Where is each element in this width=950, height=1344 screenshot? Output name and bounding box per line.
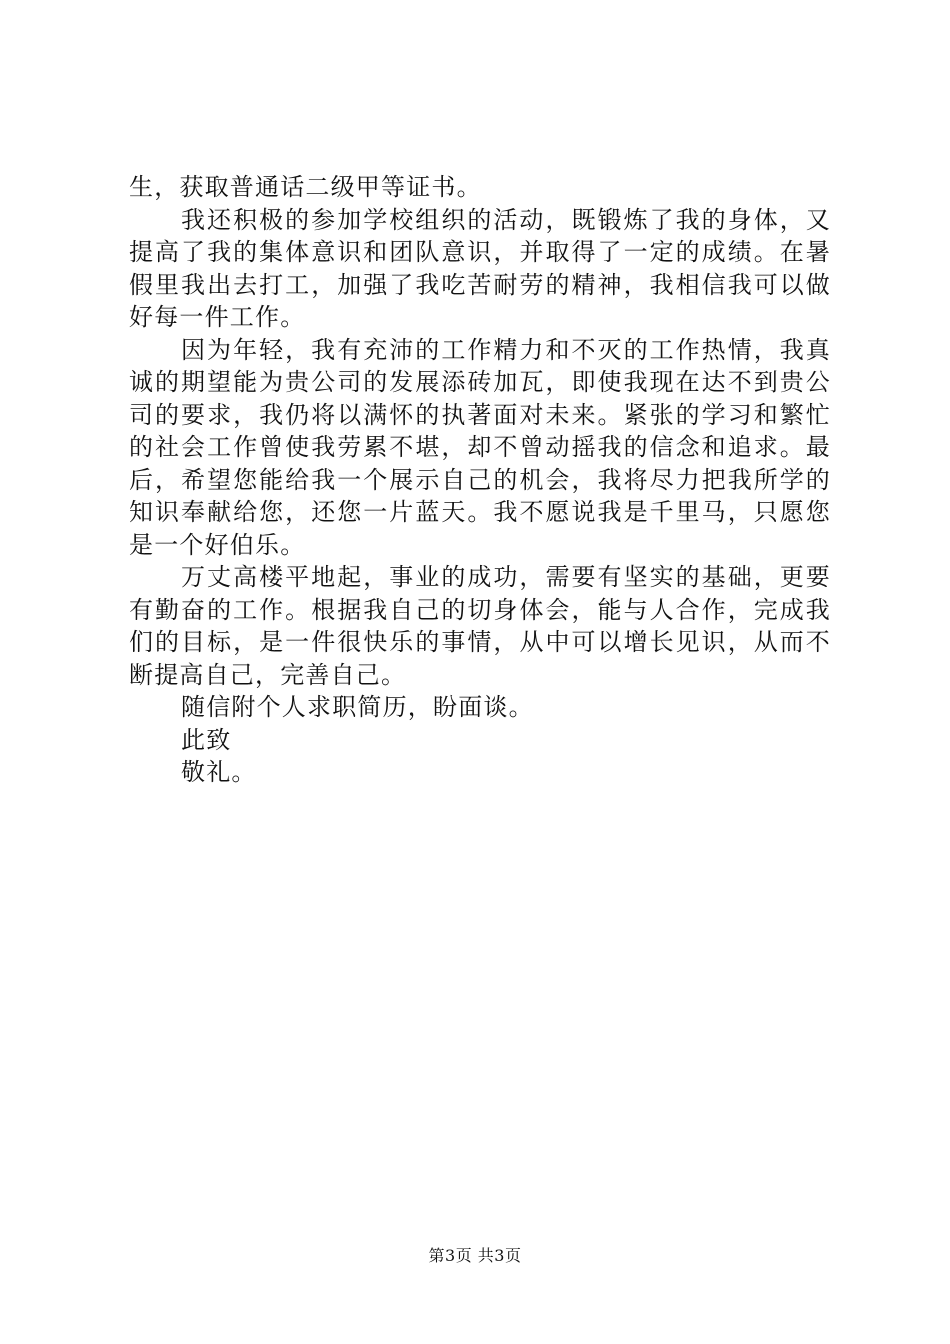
paragraph-activities: 我还积极的参加学校组织的活动，既锻炼了我的身体，又提高了我的集体意识和团队意识，并取得了一定的成绩。在暑假里我出去打工，加强了我吃苦耐劳的精神，我相信我可以做好每一件工作。 xyxy=(129,205,831,331)
closing-salutation: 此致 xyxy=(181,725,232,754)
page-number-footer: 第3页 共3页 xyxy=(428,1246,522,1265)
paragraph-continuation: 生，获取普通话二级甲等证书。 xyxy=(129,173,482,201)
paragraph-resume-note: 随信附个人求职简历，盼面谈。 xyxy=(181,693,534,721)
paragraph-teamwork: 万丈高楼平地起，事业的成功，需要有坚实的基础，更要有勤奋的工作。根据我自己的切身体会，能与人合作，完成我们的目标，是一件很快乐的事情，从中可以增长见识，从而不断提高自己，完善自己。 xyxy=(129,563,831,689)
letter-body xyxy=(129,171,831,789)
closing-regards: 敬礼。 xyxy=(181,758,257,786)
paragraph-motivation: 因为年轻，我有充沛的工作精力和不灭的工作热情，我真诚的期望能为贵公司的发展添砖加瓦，即使我现在达不到贵公司的要求，我仍将以满怀的执著面对未来。紧张的学习和繁忙的社会工作曾使我劳累不堪，却不曾动摇我的信念和追求。最后，希望您能给我一个展示自己的机会，我将尽力把我所学的知识奉献给您，还您一片蓝天。我不愿说我是千里马，只愿您是一个好伯乐。 xyxy=(129,335,831,559)
